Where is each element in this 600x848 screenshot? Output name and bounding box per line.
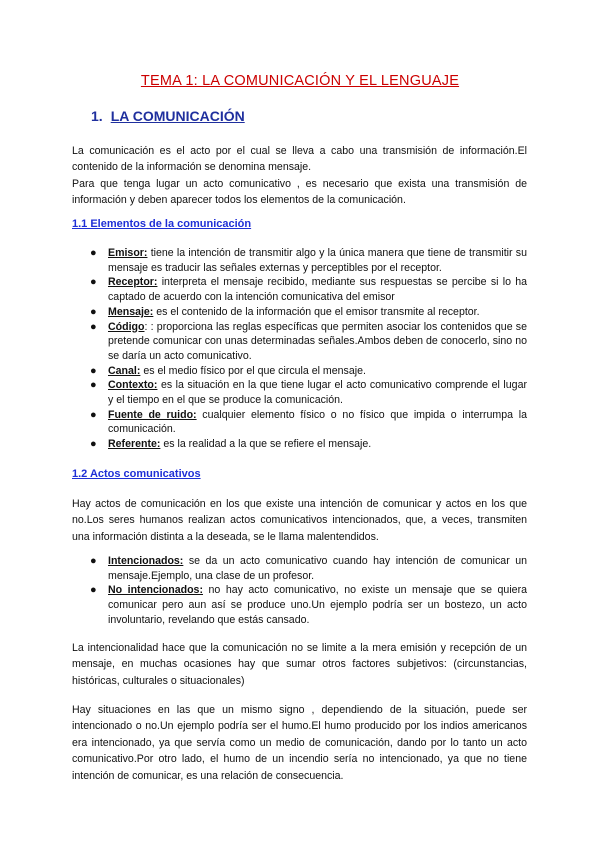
list-item <box>90 378 527 407</box>
situaciones-paragraph: Hay situaciones en las que un mismo signo , dependiendo de la situación, puede ser intencionado o no.Un ejemplo podría ser el humo.El humo producido por los indios americanos era intencionado, ya que servía como un medio de comunicación, dando por lo tanto un acto comunicativo.Por otro lado, el humo de un incendio sería no intencionado, ya que no tiene intención de comunicar, es una relación de consecuencia. <box>72 704 527 782</box>
elements-list <box>90 246 527 452</box>
item-text: interpreta el mensaje recibido, mediante sus respuestas se percibe si lo ha captado de acuerdo con la intención comunicativa del emisor <box>108 276 527 304</box>
item-text: es la realidad a la que se refiere el mensaje. <box>160 438 372 451</box>
subsection-heading-1-2: 1.2 Actos comunicativos <box>72 468 201 480</box>
intro-paragraph <box>72 143 527 209</box>
item-term: Emisor: <box>108 247 148 259</box>
item-text: es el medio físico por el que circula el mensaje. <box>140 364 366 377</box>
item-text: : : proporciona las reglas específicas que permiten asociar los contenidos que se pretende comunicar con unas determinadas señales.Ambos deben de conocerlo, sino no se daría un acto comunicativo. <box>108 320 527 362</box>
item-text: cualquier elemento físico o no físico que impida o interrumpa la comunicación. <box>108 408 528 436</box>
bullet-icon: ● <box>90 555 97 567</box>
item-term: Intencionados: <box>108 555 184 567</box>
section-heading-1 <box>91 108 245 124</box>
bullet-icon: ● <box>90 364 97 377</box>
item-term: Canal: <box>108 364 141 377</box>
list-item <box>90 246 527 275</box>
bullet-icon: ● <box>90 320 97 333</box>
item-text: es el contenido de la información que el emisor transmite al receptor. <box>153 305 480 318</box>
list-item <box>90 583 527 627</box>
subsection-heading-1-1: 1.1 Elementos de la comunicación <box>72 218 252 230</box>
intencionalidad-paragraph: La intencionalidad hace que la comunicación no se limite a la mera emisión y recepción de un mensaje, en muchas ocasiones hay que sumar otros factores subjetivos: (circunstancias, históricas, culturales o situacionales) <box>72 642 527 687</box>
item-term: Receptor: <box>108 276 158 289</box>
bullet-icon: ● <box>90 276 97 289</box>
list-item <box>90 320 527 364</box>
bullet-icon: ● <box>90 305 97 318</box>
bullet-icon: ● <box>90 247 97 259</box>
item-text: tiene la intención de transmitir algo y la única manera que tiene de transmitir su mensaje es traducir las señales externas y perceptibles por el receptor. <box>108 247 527 274</box>
list-item <box>90 305 527 320</box>
item-term: Contexto: <box>108 379 158 392</box>
intro-line-2: Para que tenga lugar un acto comunicativo , es necesario que exista una transmisión de información y deben aparecer todos los elementos de la comunicación. <box>72 177 527 207</box>
item-term: Mensaje: <box>108 305 154 318</box>
list-item <box>90 437 527 452</box>
item-term: Código <box>108 320 145 333</box>
section-number: 1. <box>91 108 103 124</box>
list-item <box>90 364 527 379</box>
item-term: No intencionados: <box>108 584 203 597</box>
list-item <box>90 554 527 583</box>
item-text: se da un acto comunicativo cuando hay intención de comunicar un mensaje.Ejemplo, una clase de un profesor. <box>108 555 527 582</box>
document-title: TEMA 1: LA COMUNICACIÓN Y EL LENGUAJE <box>140 73 460 89</box>
bullet-icon: ● <box>90 379 97 392</box>
item-term: Referente: <box>108 438 161 451</box>
list-item <box>90 408 527 437</box>
bullet-icon: ● <box>90 584 97 597</box>
intro-line-1: La comunicación es el acto por el cual se lleva a cabo una transmisión de información.El contenido de la información se denomina mensaje. <box>72 145 527 174</box>
item-term: Fuente de ruido: <box>108 408 197 421</box>
actos-list <box>90 554 527 628</box>
list-item <box>90 275 527 304</box>
item-text: no hay acto comunicativo, no existe un mensaje que se quiera comunicar pero aun así se produce uno.Un ejemplo podría ser un bostezo, un acto involuntario, revelando que estás cansado. <box>108 584 527 626</box>
section-title: LA COMUNICACIÓN <box>110 108 245 124</box>
bullet-icon: ● <box>90 408 97 421</box>
bullet-icon: ● <box>90 438 97 451</box>
item-text: es la situación en la que tiene lugar el acto comunicativo comprende el lugar y el tiempo en el que se produce la comunicación. <box>108 379 527 407</box>
actos-intro-paragraph: Hay actos de comunicación en los que existe una intención de comunicar y actos en los que no.Los seres humanos realizan actos comunicativos intencionados, que, a veces, transmiten una información distinta a la deseada, se le llama malentendidos. <box>72 498 527 543</box>
